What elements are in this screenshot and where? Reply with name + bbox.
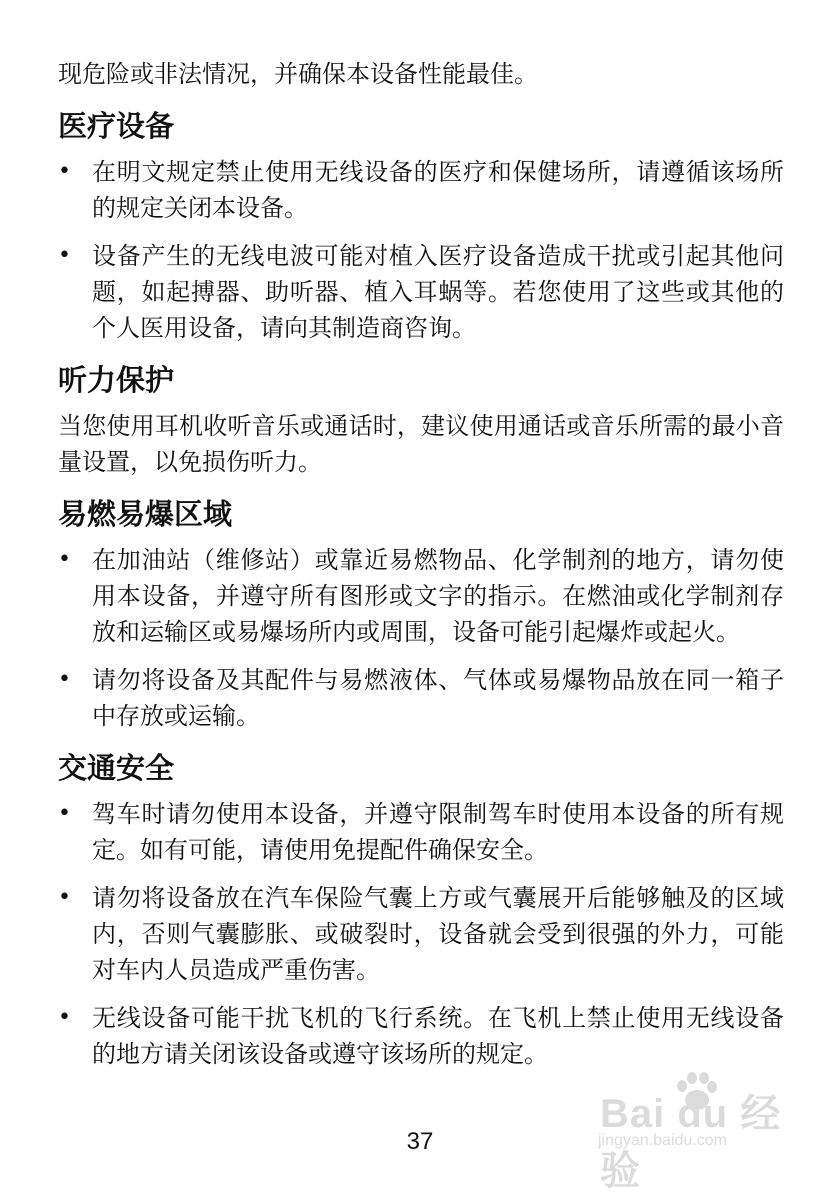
section-title-hearing: 听力保护 [58,363,175,397]
traffic-list [58,796,784,1072]
list-item-text: 在明文规定禁止使用无线设备的医疗和保健场所，请遵循该场所的规定关闭本设备。 [92,158,784,222]
bullet-icon: • [58,159,71,184]
watermark-url: jingyan.baidu.com [598,1132,727,1149]
bullet-icon: • [58,1005,71,1030]
bullet-icon: • [58,547,71,572]
list-item [58,542,784,650]
list-item [58,662,784,734]
explosive-list [58,542,784,734]
hearing-paragraph: 当您使用耳机收听音乐或通话时，建议使用通话或音乐所需的最小音量设置，以免损伤听力。 [58,412,784,476]
list-item-text: 无线设备可能干扰飞机的飞行系统。在飞机上禁止使用无线设备的地方请关闭该设备或遵守该场所的规定。 [92,1004,784,1068]
document-page [58,56,784,1084]
list-item-text: 请勿将设备及其配件与易燃液体、气体或易爆物品放在同一箱子中存放或运输。 [92,666,784,730]
list-item-text: 在加油站（维修站）或靠近易燃物品、化学制剂的地方，请勿使用本设备，并遵守所有图形或文字的指示。在燃油或化学制剂存放和运输区或易爆场所内或周围，设备可能引起爆炸或起火。 [92,546,784,646]
bullet-icon: • [58,667,71,692]
section-title-explosive: 易燃易爆区域 [58,497,233,531]
watermark-logo-text: Bai du 经验 [600,1092,782,1193]
medical-list [58,154,784,346]
page-number: 37 [406,1128,434,1155]
bullet-icon: • [58,885,71,910]
bullet-icon: • [58,801,71,826]
list-item-text: 驾车时请勿使用本设备，并遵守限制驾车时使用本设备的所有规定。如有可能，请使用免提配件确保安全。 [92,800,784,864]
section-title-traffic: 交通安全 [58,751,175,785]
section-title-medical: 医疗设备 [58,109,175,143]
bullet-icon: • [58,243,71,268]
list-item [58,796,784,868]
list-item-text: 请勿将设备放在汽车保险气囊上方或气囊展开后能够触及的区域内，否则气囊膨胀、或破裂时，设备就会受到很强的外力，可能对车内人员造成严重伤害。 [92,884,784,984]
list-item-text: 设备产生的无线电波可能对植入医疗设备造成干扰或引起其他问题，如起搏器、助听器、植入耳蜗等。若您使用了这些或其他的个人医用设备，请向其制造商咨询。 [92,242,784,342]
intro-paragraph: 现危险或非法情况，并确保本设备性能最佳。 [58,60,538,88]
list-item [58,880,784,988]
list-item [58,238,784,346]
list-item [58,1000,784,1072]
list-item [58,154,784,226]
